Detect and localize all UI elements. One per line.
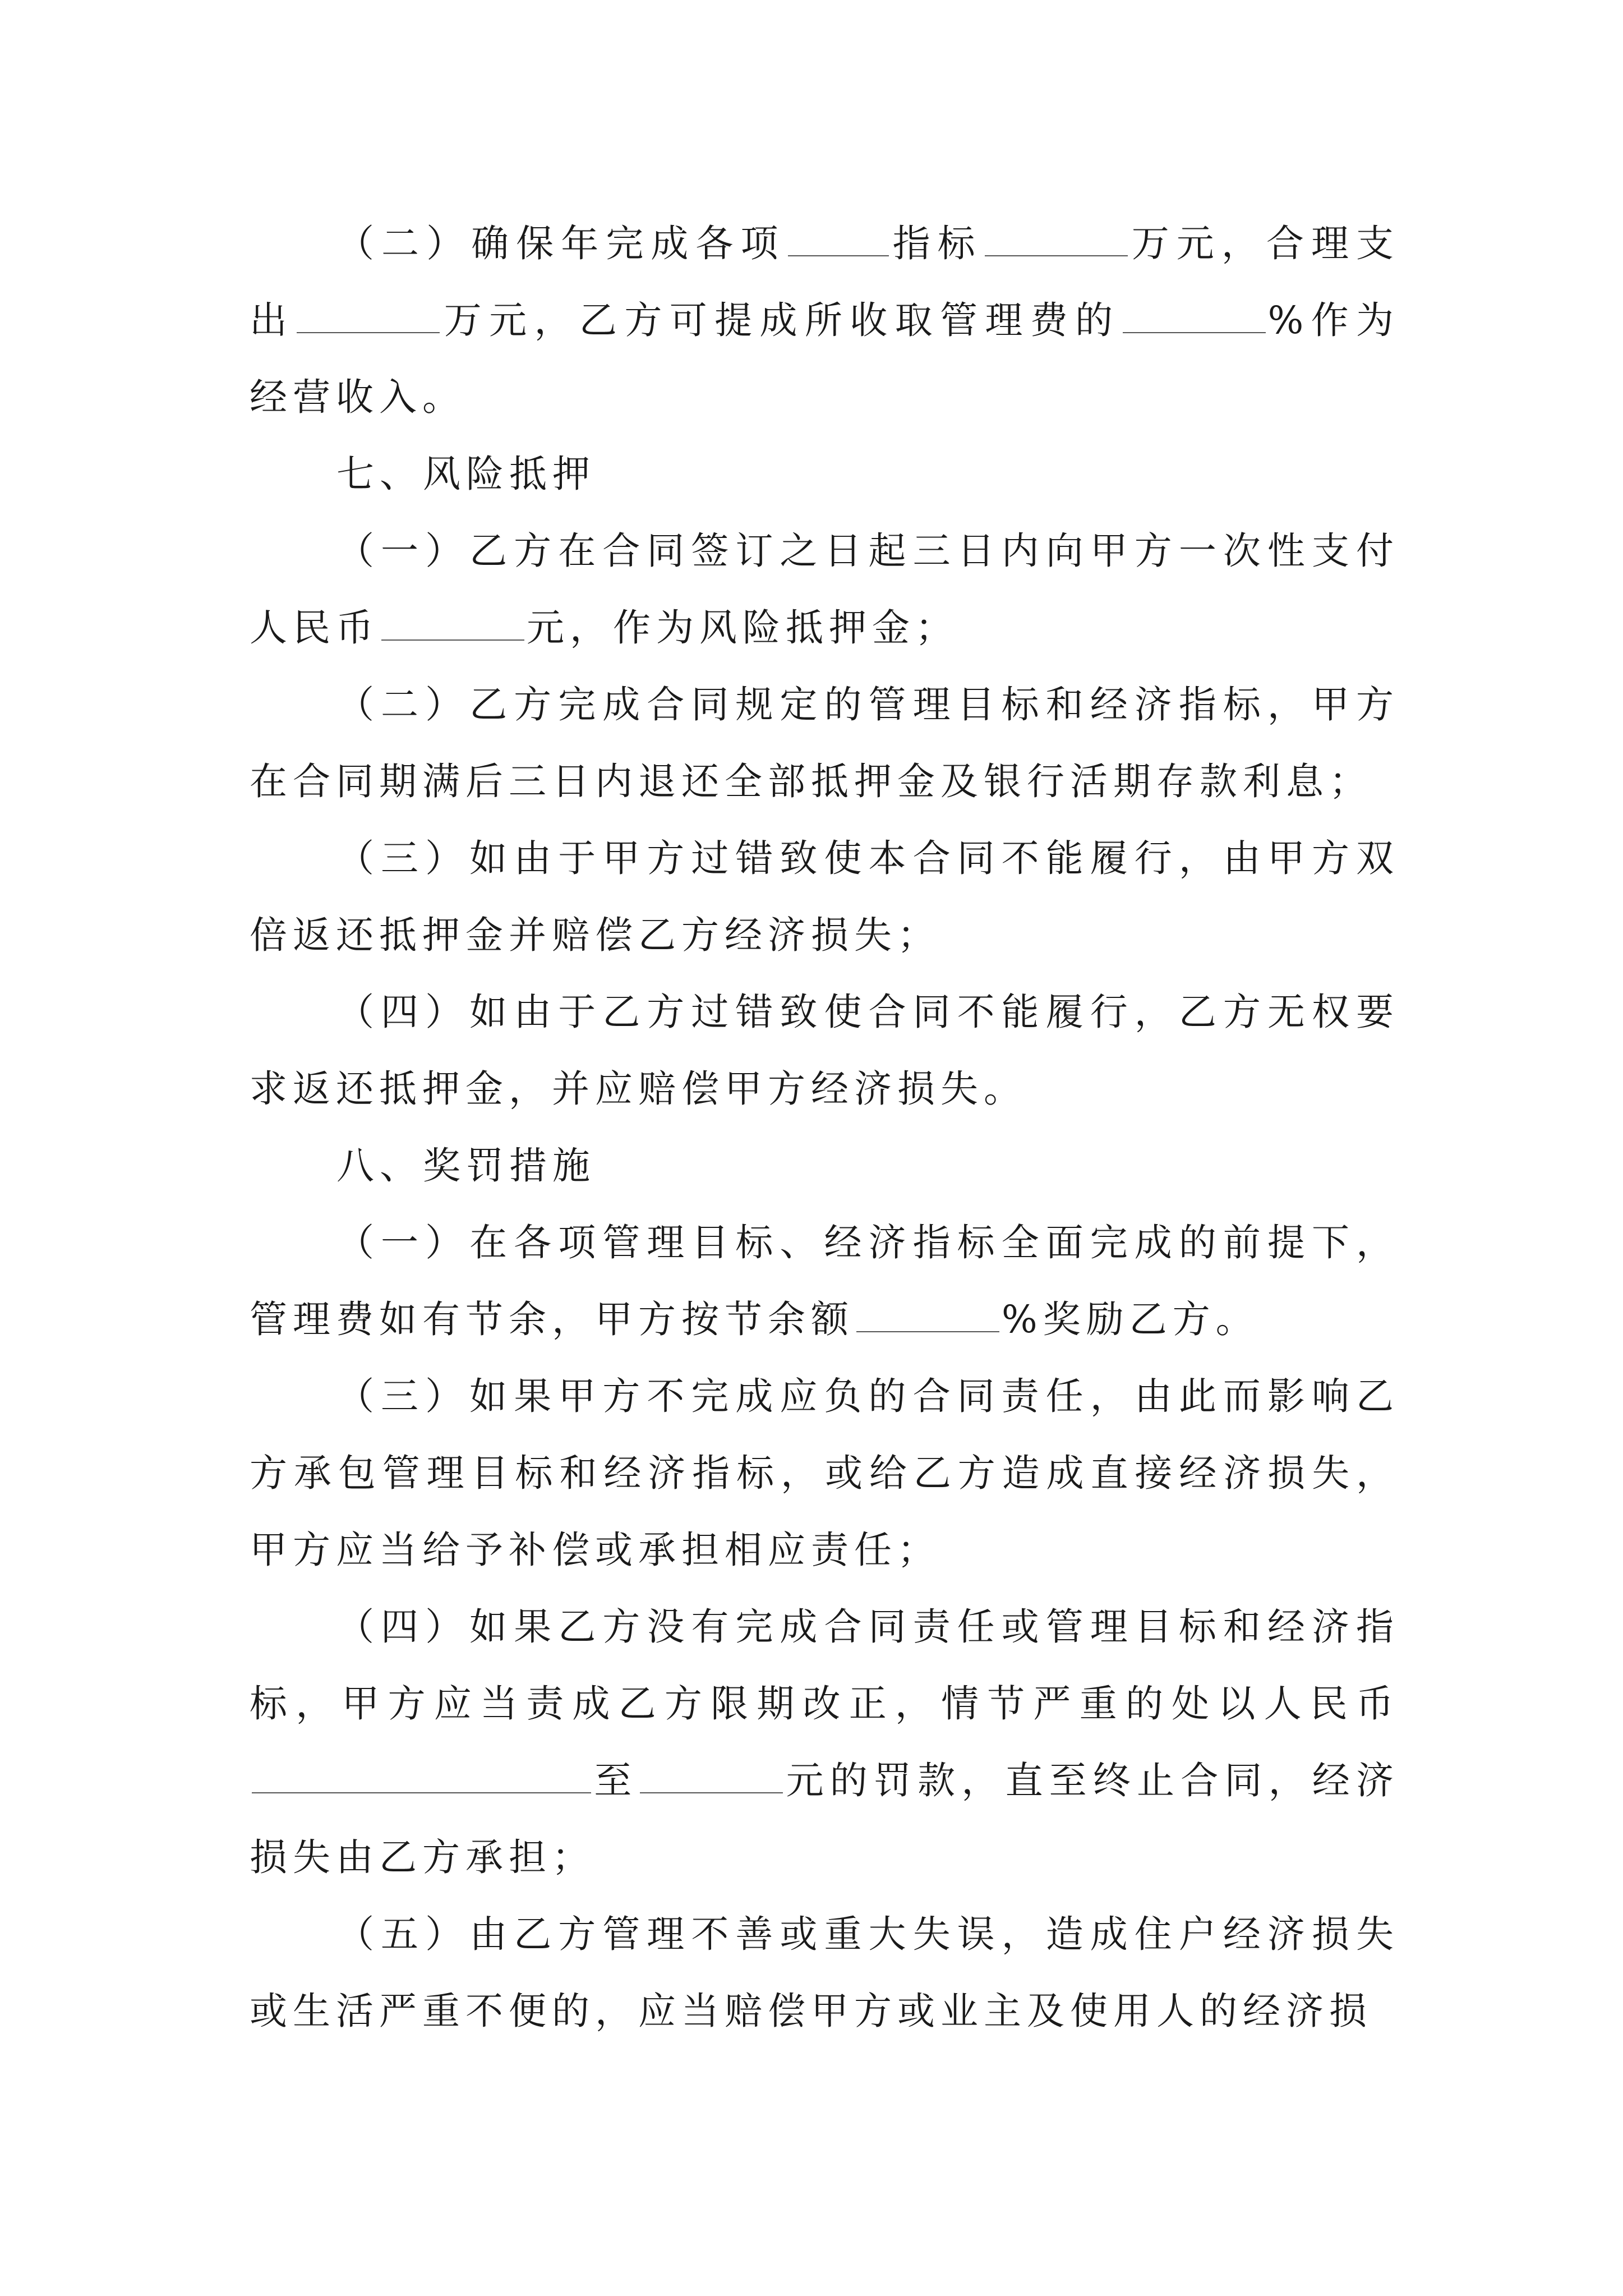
clause-7-3: （三）如由于甲方过错致使本合同不能履行，由甲方双倍返还抵押金并赔偿乙方经济损失； xyxy=(250,836,1399,957)
clause-6-2-text-d: 万元，乙方可提成所收取管理费的 xyxy=(442,298,1121,342)
blank-field xyxy=(640,1761,783,1793)
clause-7-1-text-a: （一）乙方在合同签订之日起三日内向甲方一次性支付人民币 xyxy=(250,529,1399,650)
clause-6-2 xyxy=(250,205,1399,436)
clause-8-1-text-a: （一）在各项管理目标、经济指标全面完成的前提下，管理费如有节余，甲方按节余额 xyxy=(250,1221,1399,1341)
clause-6-2-text-a: （二）确保年完成各项 xyxy=(336,222,786,265)
clause-8-1 xyxy=(250,1204,1399,1358)
clause-7-2: （二）乙方完成合同规定的管理目标和经济指标，甲方在合同期满后三日内退还全部抵押金及银行活期存款利息； xyxy=(250,683,1399,803)
clause-8-4-text-c: 元的罚款，直至终止合同，经济损失由乙方承担； xyxy=(250,1759,1399,1879)
clause-7-1 xyxy=(250,513,1399,666)
section-heading-8: 八、奖罚措施 xyxy=(336,1144,596,1188)
clause-8-3: （三）如果甲方不完成应负的合同责任，由此而影响乙方承包管理目标和经济指标，或给乙方造成直接经济损失，甲方应当给予补偿或承担相应责任； xyxy=(250,1374,1399,1572)
clause-8-4 xyxy=(250,1589,1399,1896)
clause-7-4: （四）如由于乙方过错致使合同不能履行，乙方无权要求返还抵押金，并应赔偿甲方经济损失。 xyxy=(250,990,1399,1111)
clause-8-4-text-a: （四）如果乙方没有完成合同责任或管理目标和经济指标，甲方应当责成乙方限期改正，情节严重的处以人民币 xyxy=(250,1605,1399,1726)
clause-8-4-text-b: 至 xyxy=(593,1759,638,1802)
blank-field xyxy=(381,608,524,641)
blank-field xyxy=(985,224,1128,256)
clause-6-2-text-b: 指标 xyxy=(891,222,983,265)
clause-8-1-text-b: %奖励乙方。 xyxy=(1002,1297,1259,1341)
blank-field xyxy=(297,301,440,333)
blank-field xyxy=(856,1300,999,1332)
clause-6-2-text-e: %作为经营收入。 xyxy=(250,298,1399,419)
blank-field xyxy=(1123,301,1266,333)
section-heading-7: 七、风险抵押 xyxy=(336,452,596,496)
blank-field xyxy=(788,224,889,256)
blank-field xyxy=(252,1761,591,1793)
clause-8-5: （五）由乙方管理不善或重大失误，造成住户经济损失或生活严重不便的，应当赔偿甲方或业主及使用人的经济损 xyxy=(250,1912,1399,2033)
document-body xyxy=(250,205,1399,2050)
clause-6-2-text-c: 万元，合理支出 xyxy=(250,222,1400,342)
clause-7-1-text-b: 元，作为风险抵押金； xyxy=(527,606,958,650)
